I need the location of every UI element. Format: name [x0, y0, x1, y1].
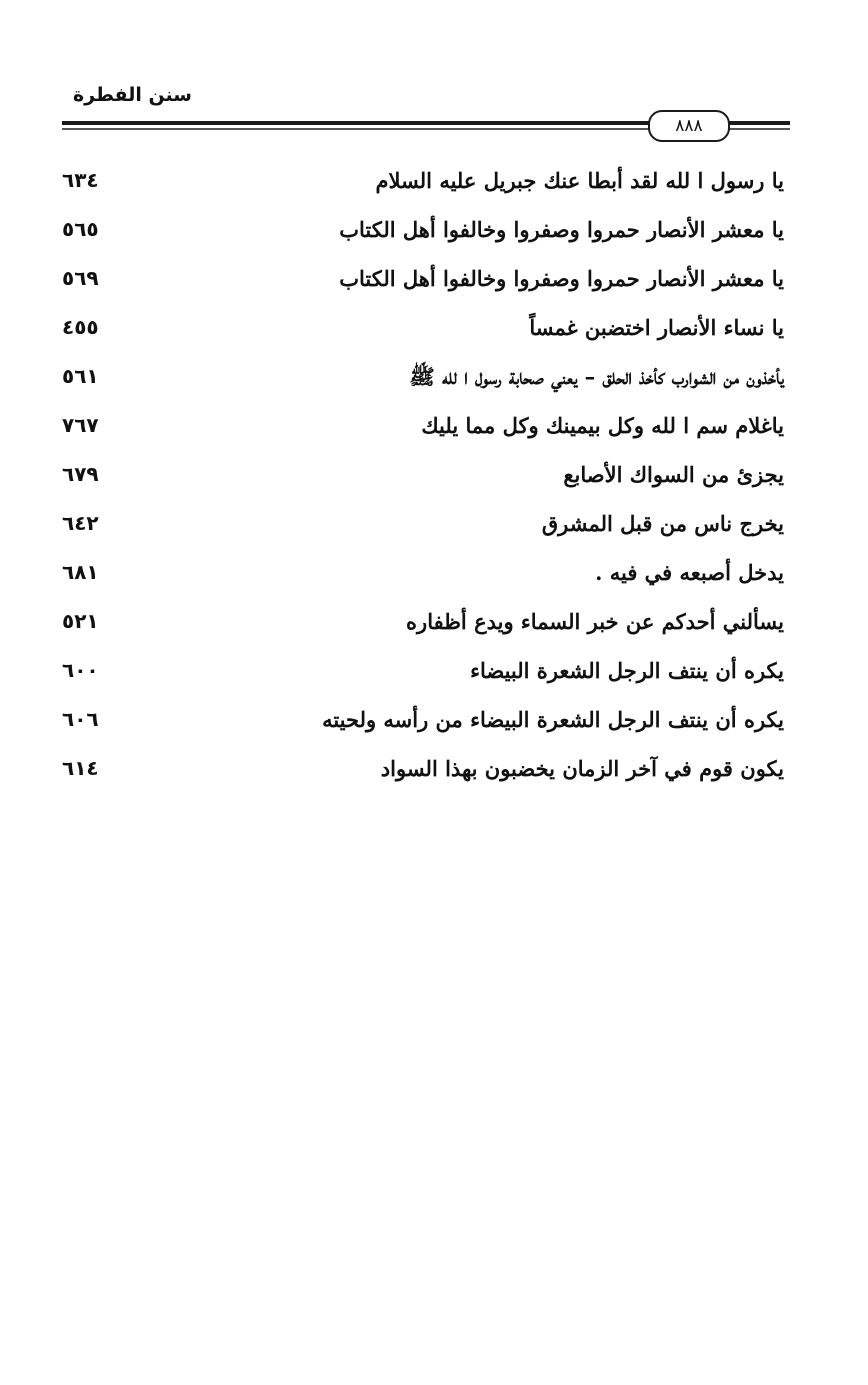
index-entry	[0, 160, 868, 209]
entry-text: يا معشر الأنصار حمروا وصفروا وخالفوا أهل الكتاب	[339, 266, 784, 291]
index-entry	[0, 209, 868, 258]
index-entry	[0, 258, 868, 307]
entry-page-number: ٦٣٤	[62, 168, 99, 192]
entry-page-number: ٦٤٢	[62, 511, 99, 535]
entry-page-number: ٦٠٠	[62, 658, 99, 682]
entry-text: يا معشر الأنصار حمروا وصفروا وخالفوا أهل الكتاب	[339, 217, 784, 242]
index-entry	[0, 503, 868, 552]
entry-text: يكون قوم في آخر الزمان يخضبون بهذا السواد	[380, 756, 784, 781]
index-entry	[0, 356, 868, 405]
entry-page-number: ٦٨١	[62, 560, 99, 584]
entry-text: يسألني أحدكم عن خبر السماء ويدع أظفاره	[406, 609, 784, 634]
index-entry	[0, 699, 868, 748]
entry-page-number: ٦٠٦	[62, 707, 99, 731]
entry-page-number: ٤٥٥	[62, 315, 99, 339]
entry-page-number: ٦١٤	[62, 756, 99, 780]
entry-text: يدخل أصبعه في فيه .	[595, 560, 784, 585]
entry-page-number: ٥٦٩	[62, 266, 99, 290]
entry-text: يكره أن ينتف الرجل الشعرة البيضاء من رأسه ولحيته	[322, 707, 784, 732]
entry-page-number: ٧٦٧	[62, 413, 99, 437]
page-number: ٨٨٨	[648, 110, 730, 142]
entry-page-number: ٦٧٩	[62, 462, 99, 486]
index-entry	[0, 405, 868, 454]
entry-page-number: ٥٢١	[62, 609, 99, 633]
index-list	[0, 160, 868, 797]
running-header-title: سنن الفطرة	[72, 84, 192, 106]
entry-text: يكره أن ينتف الرجل الشعرة البيضاء	[470, 658, 784, 683]
entry-text: يخرج ناس من قبل المشرق	[541, 511, 784, 536]
entry-text: يا نساء الأنصار اختضبن غمساً	[529, 315, 784, 340]
index-entry	[0, 454, 868, 503]
entry-page-number: ٥٦١	[62, 364, 99, 388]
index-entry	[0, 307, 868, 356]
index-entry	[0, 650, 868, 699]
index-entry	[0, 601, 868, 650]
entry-text: يجزئ من السواك الأصابع	[563, 462, 784, 487]
entry-text: يأخذون من الشوارب كأخذ الحلق – يعني صحابة رسول ا لله ﷺ	[409, 364, 784, 389]
entry-page-number: ٥٦٥	[62, 217, 99, 241]
index-entry	[0, 748, 868, 797]
entry-text: يا رسول ا لله لقد أبطا عنك جبريل عليه السلام	[375, 168, 784, 193]
entry-text: ياغلام سم ا لله وكل بيمينك وكل مما يليك	[421, 413, 784, 438]
index-entry	[0, 552, 868, 601]
